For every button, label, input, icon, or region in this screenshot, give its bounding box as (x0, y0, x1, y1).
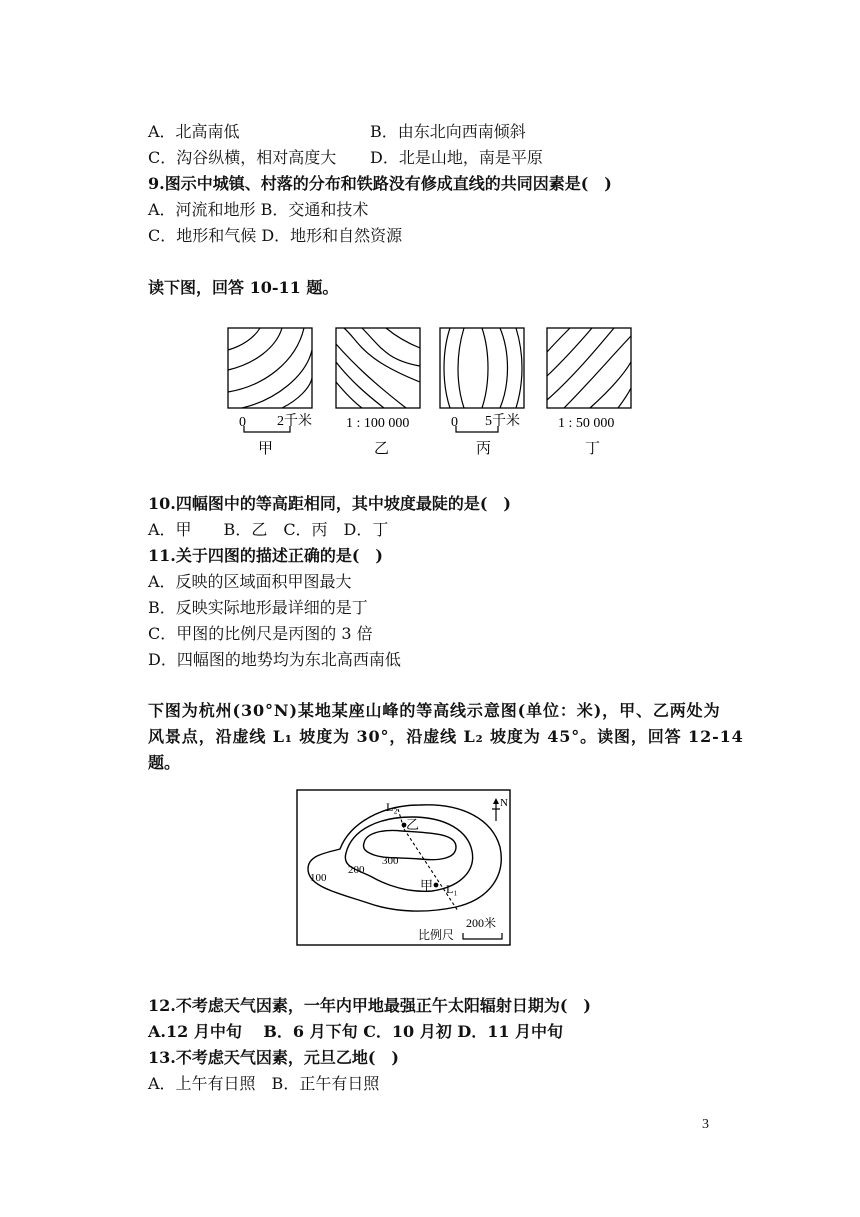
q10-options: A．甲 B．乙 C．丙 D．丁 (148, 520, 389, 539)
map-ding (547, 328, 631, 408)
intro-12-14-line3: 题。 (148, 753, 181, 772)
q8-option-a: A．北高南低 (148, 122, 240, 141)
label-ding: 丁 (585, 441, 601, 457)
map-bing (440, 328, 524, 408)
q9-options-cd: C．地形和气候 D．地形和自然资源 (148, 226, 403, 245)
scale-value: 200米 (466, 916, 497, 930)
label-bing: 丙 (476, 441, 492, 457)
scale-zero-bing: 0 (451, 415, 458, 430)
figure-mountain-contour-map (296, 789, 512, 947)
contour-label-200: 200 (348, 864, 365, 876)
q11-stem: 11.关于四图的描述正确的是( ) (148, 546, 383, 565)
scale-zero-jia: 0 (239, 415, 246, 430)
q11-option-b: B．反映实际地形最详细的是丁 (148, 598, 368, 617)
q11-option-a: A．反映的区域面积甲图最大 (148, 572, 352, 591)
q8-option-c: C．沟谷纵横，相对高度大 (148, 148, 337, 167)
scale-end-bing: 5千米 (485, 414, 520, 429)
label-l2: L₂ (386, 800, 398, 814)
map-jia (228, 328, 312, 408)
q13-stem: 13.不考虑天气因素，元旦乙地( ) (148, 1048, 399, 1067)
scale-label: 比例尺 (418, 928, 455, 942)
intro-12-14-line1: 下图为杭州(30°N)某地某座山峰的等高线示意图(单位：米)，甲、乙两处为 (148, 701, 721, 720)
north-label: N (500, 797, 508, 809)
q12-stem: 12.不考虑天气因素，一年内甲地最强正午太阳辐射日期为( ) (148, 996, 591, 1015)
contour-300 (363, 831, 456, 860)
label-jia: 甲 (258, 441, 274, 457)
point-jia-marker (434, 883, 439, 888)
scale-bar (463, 933, 502, 939)
label-yi: 乙 (374, 441, 390, 457)
figure-four-contour-maps (220, 322, 640, 464)
q11-option-d: D．四幅图的地势均为东北高西南低 (148, 650, 401, 669)
north-arrow-icon (492, 798, 500, 821)
page-number: 3 (702, 1117, 709, 1132)
dashed-line-l1 (404, 829, 458, 911)
label-l1: L₁ (446, 882, 458, 896)
q8-option-d: D．北是山地，南是平原 (370, 148, 543, 167)
q9-options-ab: A．河流和地形 B．交通和技术 (148, 200, 369, 219)
q8-options-row1 (148, 121, 526, 143)
intro-12-14-line2: 风景点，沿虚线 L₁ 坡度为 30°，沿虚线 L₂ 坡度为 45°。读图，回答 12-14 (148, 727, 744, 746)
contour-label-100: 100 (310, 872, 327, 884)
intro-10-11: 读下图，回答 10-11 题。 (148, 278, 339, 297)
q12-options: A.12 月中旬 B．6 月下旬 C．10 月初 D．11 月中旬 (148, 1022, 564, 1041)
map-yi (336, 328, 420, 408)
q9-stem: 9.图示中城镇、村落的分布和铁路没有修成直线的共同因素是( ) (148, 174, 612, 193)
point-jia-label: 甲 (420, 878, 434, 893)
q11-option-c: C．甲图的比例尺是丙图的 3 倍 (148, 624, 373, 643)
scale-ding: 1 : 50 000 (558, 416, 615, 431)
contour-label-300: 300 (382, 855, 399, 867)
scale-yi: 1 : 100 000 (346, 416, 410, 431)
q8-option-b: B．由东北向西南倾斜 (370, 122, 526, 141)
point-yi-label: 乙 (406, 817, 420, 832)
q8-options-row2 (148, 147, 543, 169)
q10-stem: 10.四幅图中的等高距相同，其中坡度最陡的是( ) (148, 494, 511, 513)
q13-options-ab: A．上午有日照 B．正午有日照 (148, 1074, 380, 1093)
scale-end-jia: 2千米 (277, 414, 312, 429)
